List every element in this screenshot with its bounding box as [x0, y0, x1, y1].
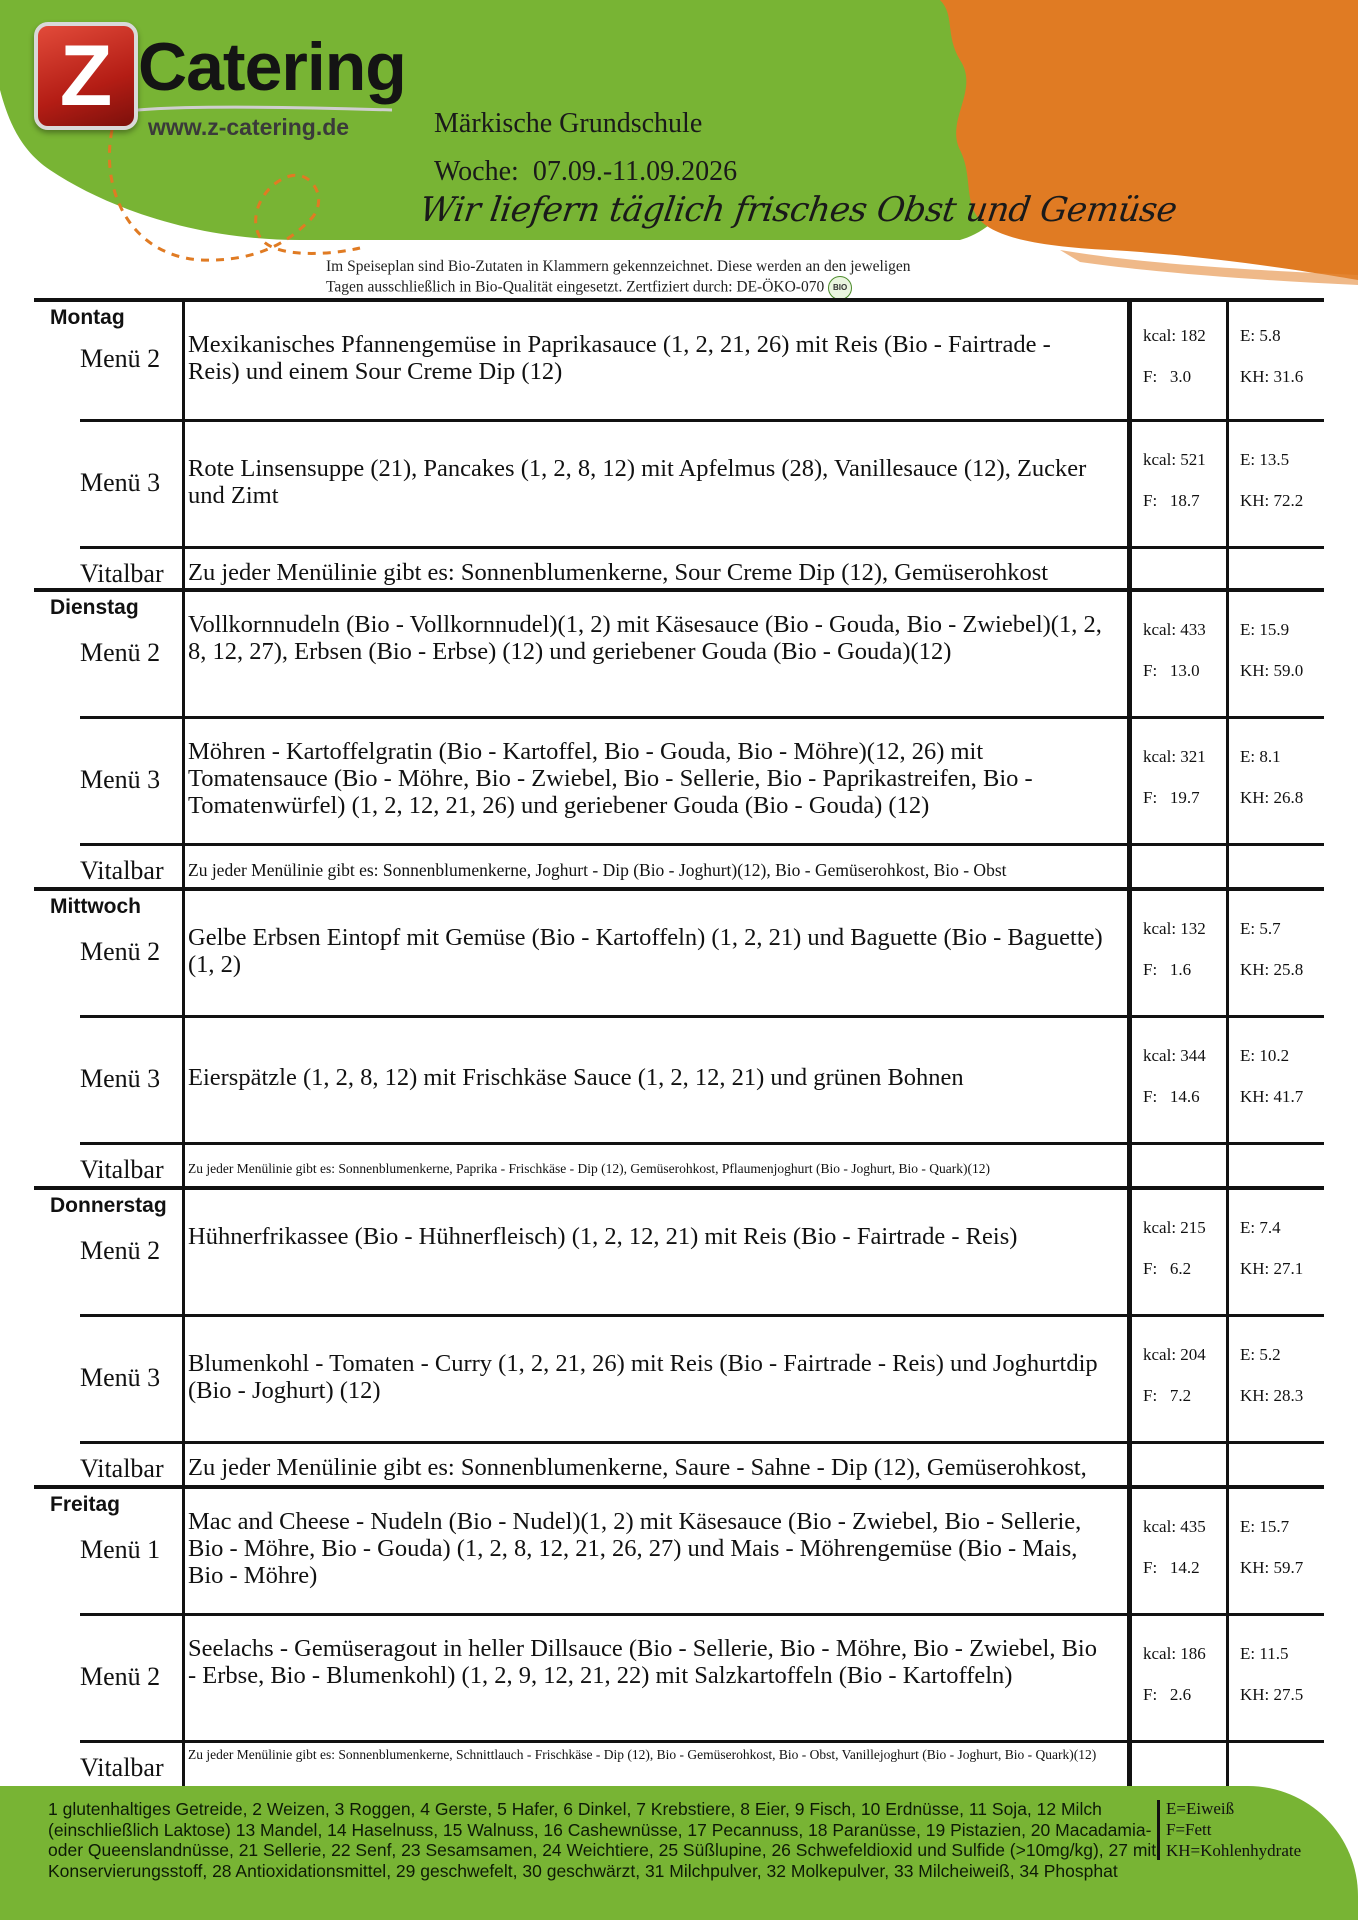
dish-description: Rote Linsensuppe (21), Pancakes (1, 2, 8, 12) mit Apfelmus (28), Vanillesauce (12), Zucker und Zimt — [188, 454, 1087, 509]
day-label: Montag — [50, 306, 125, 329]
kcal-value: kcal: 435 — [1143, 1516, 1206, 1536]
vitalbar-label: Vitalbar — [80, 559, 164, 588]
bio-logo-icon: BIO — [828, 276, 852, 300]
kcal-value: kcal: 215 — [1143, 1217, 1206, 1237]
nutrition-legend — [1166, 1798, 1301, 1861]
carbs-value: KH: 28.3 — [1240, 1385, 1304, 1405]
fat-value: F: 14.6 — [1143, 1086, 1200, 1106]
carbs-value: KH: 41.7 — [1240, 1086, 1304, 1106]
legend-divider — [1157, 1800, 1160, 1860]
protein-value: E: 10.2 — [1240, 1045, 1290, 1065]
vitalbar-text: Zu jeder Menülinie gibt es: Sonnenblumenkerne, Schnittlauch - Frischkäse - Dip (12), Bio - Gemüserohkost, Bio - Obst, Vanillejoghurt (Bio - Joghurt, Bio - Quark)(12) — [188, 1747, 1097, 1762]
logo-letter: Z — [59, 28, 113, 124]
school-name: Märkische Grundschule — [434, 108, 703, 139]
fat-value: F: 3.0 — [1143, 367, 1192, 386]
dish-description: Blumenkohl - Tomaten - Curry (1, 2, 21, 26) mit Reis (Bio - Fairtrade - Reis) und Joghurtdip (Bio - Joghurt) (12) — [188, 1349, 1098, 1404]
kcal-value: kcal: 186 — [1143, 1643, 1206, 1663]
menu-label: Menü 1 — [80, 1534, 161, 1564]
fat-value: F: 7.2 — [1143, 1385, 1192, 1405]
column-line — [182, 300, 185, 593]
bio-note-line-2 — [326, 276, 1026, 300]
menu-label: Menü 3 — [80, 1362, 161, 1392]
vitalbar-text: Zu jeder Menülinie gibt es: Sonnenblumenkerne, Joghurt - Dip (Bio - Joghurt)(12), Bio - Gemüserohkost, Bio - Obst — [188, 860, 1007, 880]
carbs-value: KH: 72.2 — [1240, 490, 1304, 510]
week-label: Woche: — [434, 156, 519, 187]
bio-note-line-1: Im Speiseplan sind Bio-Zutaten in Klammern gekennzeichnet. Diese werden an den jeweligen — [326, 258, 911, 275]
dish-description: Mexikanisches Pfannengemüse in Paprikasauce (1, 2, 21, 26) mit Reis (Bio - Fairtrade - Reis) und einem Sour Creme Dip (12) — [188, 331, 1051, 385]
dish-description: Mac and Cheese - Nudeln (Bio - Nudel)(1, 2) mit Käsesauce (Bio - Zwiebel, Bio - Sellerie, Bio - Möhre, Bio - Gouda) (1, 2, 8, 12, 21, 26, 27) und Mais - Möhrengemüse (Bio - Mais, Bio - Möhre) — [188, 1508, 1082, 1589]
logo-url: www.z-catering.de — [148, 114, 350, 140]
menu-label: Menü 3 — [80, 467, 161, 497]
dish-description: Eierspätzle (1, 2, 8, 12) mit Frischkäse Sauce (1, 2, 12, 21) und grünen Bohnen — [188, 1064, 964, 1091]
protein-value: E: 5.2 — [1240, 1344, 1281, 1364]
week-range: 07.09.-11.09.2026 — [532, 156, 738, 187]
fat-value: F: 13.0 — [1143, 660, 1200, 680]
day-label: Donnerstag — [50, 1194, 167, 1217]
kcal-value: kcal: 132 — [1143, 918, 1206, 938]
carbs-value: KH: 59.0 — [1240, 660, 1304, 680]
row-divider — [80, 546, 1324, 549]
kcal-value: kcal: 521 — [1143, 449, 1206, 469]
row-divider — [80, 716, 1324, 719]
fat-value: F: 19.7 — [1143, 787, 1200, 807]
fat-value: F: 2.6 — [1143, 1684, 1192, 1704]
vitalbar-text: Zu jeder Menülinie gibt es: Sonnenblumenkerne, Saure - Sahne - Dip (12), Gemüserohkost, — [188, 1454, 1087, 1481]
dish-description: Möhren - Kartoffelgratin (Bio - Kartoffel, Bio - Gouda, Bio - Möhre)(12, 26) mit Tomatensauce (Bio - Möhre, Bio - Zwiebel, Bio - Sellerie, Bio - Paprikastreifen, Bio - Tomatenwürfel) (1, 2, 12, 21, 26) und geriebener Gouda (Bio - Gouda) (12) — [188, 738, 1033, 819]
bio-note-line-2-text: Tagen ausschließlich in Bio-Qualität eingesetzt. Zertfiziert durch: DE-ÖKO-070 — [326, 278, 825, 296]
menu-label: Menü 2 — [80, 344, 161, 373]
vitalbar-text: Zu jeder Menülinie gibt es: Sonnenblumenkerne, Paprika - Frischkäse - Dip (12), Gemüserohkost, Pflaumenjoghurt (Bio - Joghurt, Bio - Quark)(12) — [188, 1161, 990, 1176]
protein-value: E: 15.9 — [1240, 619, 1290, 639]
legend-kh: KH=Kohlenhydrate — [1166, 1841, 1302, 1860]
row-divider — [80, 843, 1324, 846]
day-label: Mittwoch — [50, 895, 141, 918]
menu-label: Menü 3 — [80, 1063, 161, 1093]
carbs-value: KH: 27.5 — [1240, 1684, 1304, 1704]
protein-value: E: 8.1 — [1240, 746, 1281, 766]
row-divider — [80, 419, 1324, 422]
carbs-value: KH: 25.8 — [1240, 959, 1304, 979]
fat-value: F: 1.6 — [1143, 959, 1192, 979]
protein-value: E: 11.5 — [1240, 1643, 1289, 1663]
fat-value: F: 6.2 — [1143, 1258, 1192, 1278]
column-line — [1226, 300, 1229, 593]
vitalbar-label: Vitalbar — [80, 1155, 164, 1184]
protein-value: E: 13.5 — [1240, 449, 1290, 469]
legend-e: E=Eiweiß — [1166, 1799, 1235, 1818]
menu-label: Menü 2 — [80, 1235, 161, 1265]
legend-f: F=Fett — [1166, 1820, 1212, 1839]
kcal-value: kcal: 344 — [1143, 1045, 1206, 1065]
dish-description: Seelachs - Gemüseragout in heller Dillsauce (Bio - Sellerie, Bio - Möhre, Bio - Zwiebel, Bio - Erbse, Bio - Blumenkohl) (1, 2, 9, 12, 21, 22) mit Salzkartoffeln (Bio - Kartoffeln) — [188, 1635, 1097, 1689]
protein-value: E: 5.8 — [1240, 326, 1281, 345]
carbs-value: KH: 27.1 — [1240, 1258, 1304, 1278]
menu-label: Menü 2 — [80, 936, 161, 966]
vitalbar-label: Vitalbar — [80, 856, 164, 885]
row-divider — [80, 1015, 1324, 1018]
row-divider — [80, 1613, 1324, 1616]
row-divider — [80, 1740, 1324, 1743]
carbs-value: KH: 31.6 — [1240, 367, 1304, 386]
row-divider — [80, 1142, 1324, 1145]
dish-description: Hühnerfrikassee (Bio - Hühnerfleisch) (1, 2, 12, 21) mit Reis (Bio - Fairtrade - Reis) — [188, 1222, 1018, 1250]
logo-badge — [34, 22, 138, 130]
protein-value: E: 5.7 — [1240, 918, 1281, 938]
protein-value: E: 15.7 — [1240, 1516, 1290, 1536]
dish-description: Gelbe Erbsen Eintopf mit Gemüse (Bio - Kartoffeln) (1, 2, 21) und Baguette (Bio - Baguette) (1, 2) — [188, 923, 1103, 978]
column-line — [1127, 300, 1132, 593]
fat-value: F: 18.7 — [1143, 490, 1200, 510]
row-divider — [80, 1441, 1324, 1444]
bio-note — [326, 257, 1026, 300]
carbs-value: KH: 59.7 — [1240, 1557, 1304, 1577]
vitalbar-label: Vitalbar — [80, 1454, 164, 1483]
menu-label: Menü 2 — [80, 637, 161, 667]
kcal-value: kcal: 182 — [1143, 326, 1206, 345]
vitalbar-text: Zu jeder Menülinie gibt es: Sonnenblumenkerne, Sour Creme Dip (12), Gemüserohkost — [188, 559, 1049, 586]
kcal-value: kcal: 433 — [1143, 619, 1206, 639]
carbs-value: KH: 26.8 — [1240, 787, 1304, 807]
allergen-list: 1 glutenhaltiges Getreide, 2 Weizen, 3 Roggen, 4 Gerste, 5 Hafer, 6 Dinkel, 7 Krebstiere, 8 Eier, 9 Fisch, 10 Erdnüsse, 11 Soja, 12 Milch (einschließlich Laktose) 13 Mandel, 14 Haselnuss, 15 Walnuss, 16 Cashewnüsse, 17 Pecannuss, 18 Paranüsse, 19 Pistazien, 20 Macadamia- oder Queenslandnüsse, 21 Sellerie, 22 Senf, 23 Sesamsamen, 24 Weichtiere, 25 Süßlupine, 26 Schwefeldioxid und Sulfide (>10mg/kg), 27 mit Konservierungsstoff, 28 Antioxidationsmittel, 29 geschwefelt, 30 geschwärzt, 31 Milchpulver, 32 Molkepulver, 33 Milcheiweiß, 34 Phosphat — [48, 1799, 1157, 1881]
menu-label: Menü 3 — [80, 764, 161, 794]
kcal-value: kcal: 321 — [1143, 746, 1206, 766]
kcal-value: kcal: 204 — [1143, 1344, 1206, 1364]
slogan: Wir liefern täglich frisches Obst und Gemüse — [417, 190, 1180, 230]
dish-description: Vollkornnudeln (Bio - Vollkornnudel)(1, 2) mit Käsesauce (Bio - Gouda, Bio - Zwiebel)(1, 2, 8, 12, 27), Erbsen (Bio - Erbse) (12) und geriebener Gouda (Bio - Gouda)(12) — [188, 611, 1102, 665]
fat-value: F: 14.2 — [1143, 1557, 1200, 1577]
row-divider — [80, 1314, 1324, 1317]
menu-label: Menü 2 — [80, 1661, 161, 1691]
week-line — [434, 156, 737, 188]
protein-value: E: 7.4 — [1240, 1217, 1281, 1237]
day-label: Dienstag — [50, 596, 139, 619]
day-label: Freitag — [50, 1493, 121, 1516]
logo-wordmark: Catering — [138, 29, 406, 105]
vitalbar-label: Vitalbar — [80, 1753, 164, 1782]
